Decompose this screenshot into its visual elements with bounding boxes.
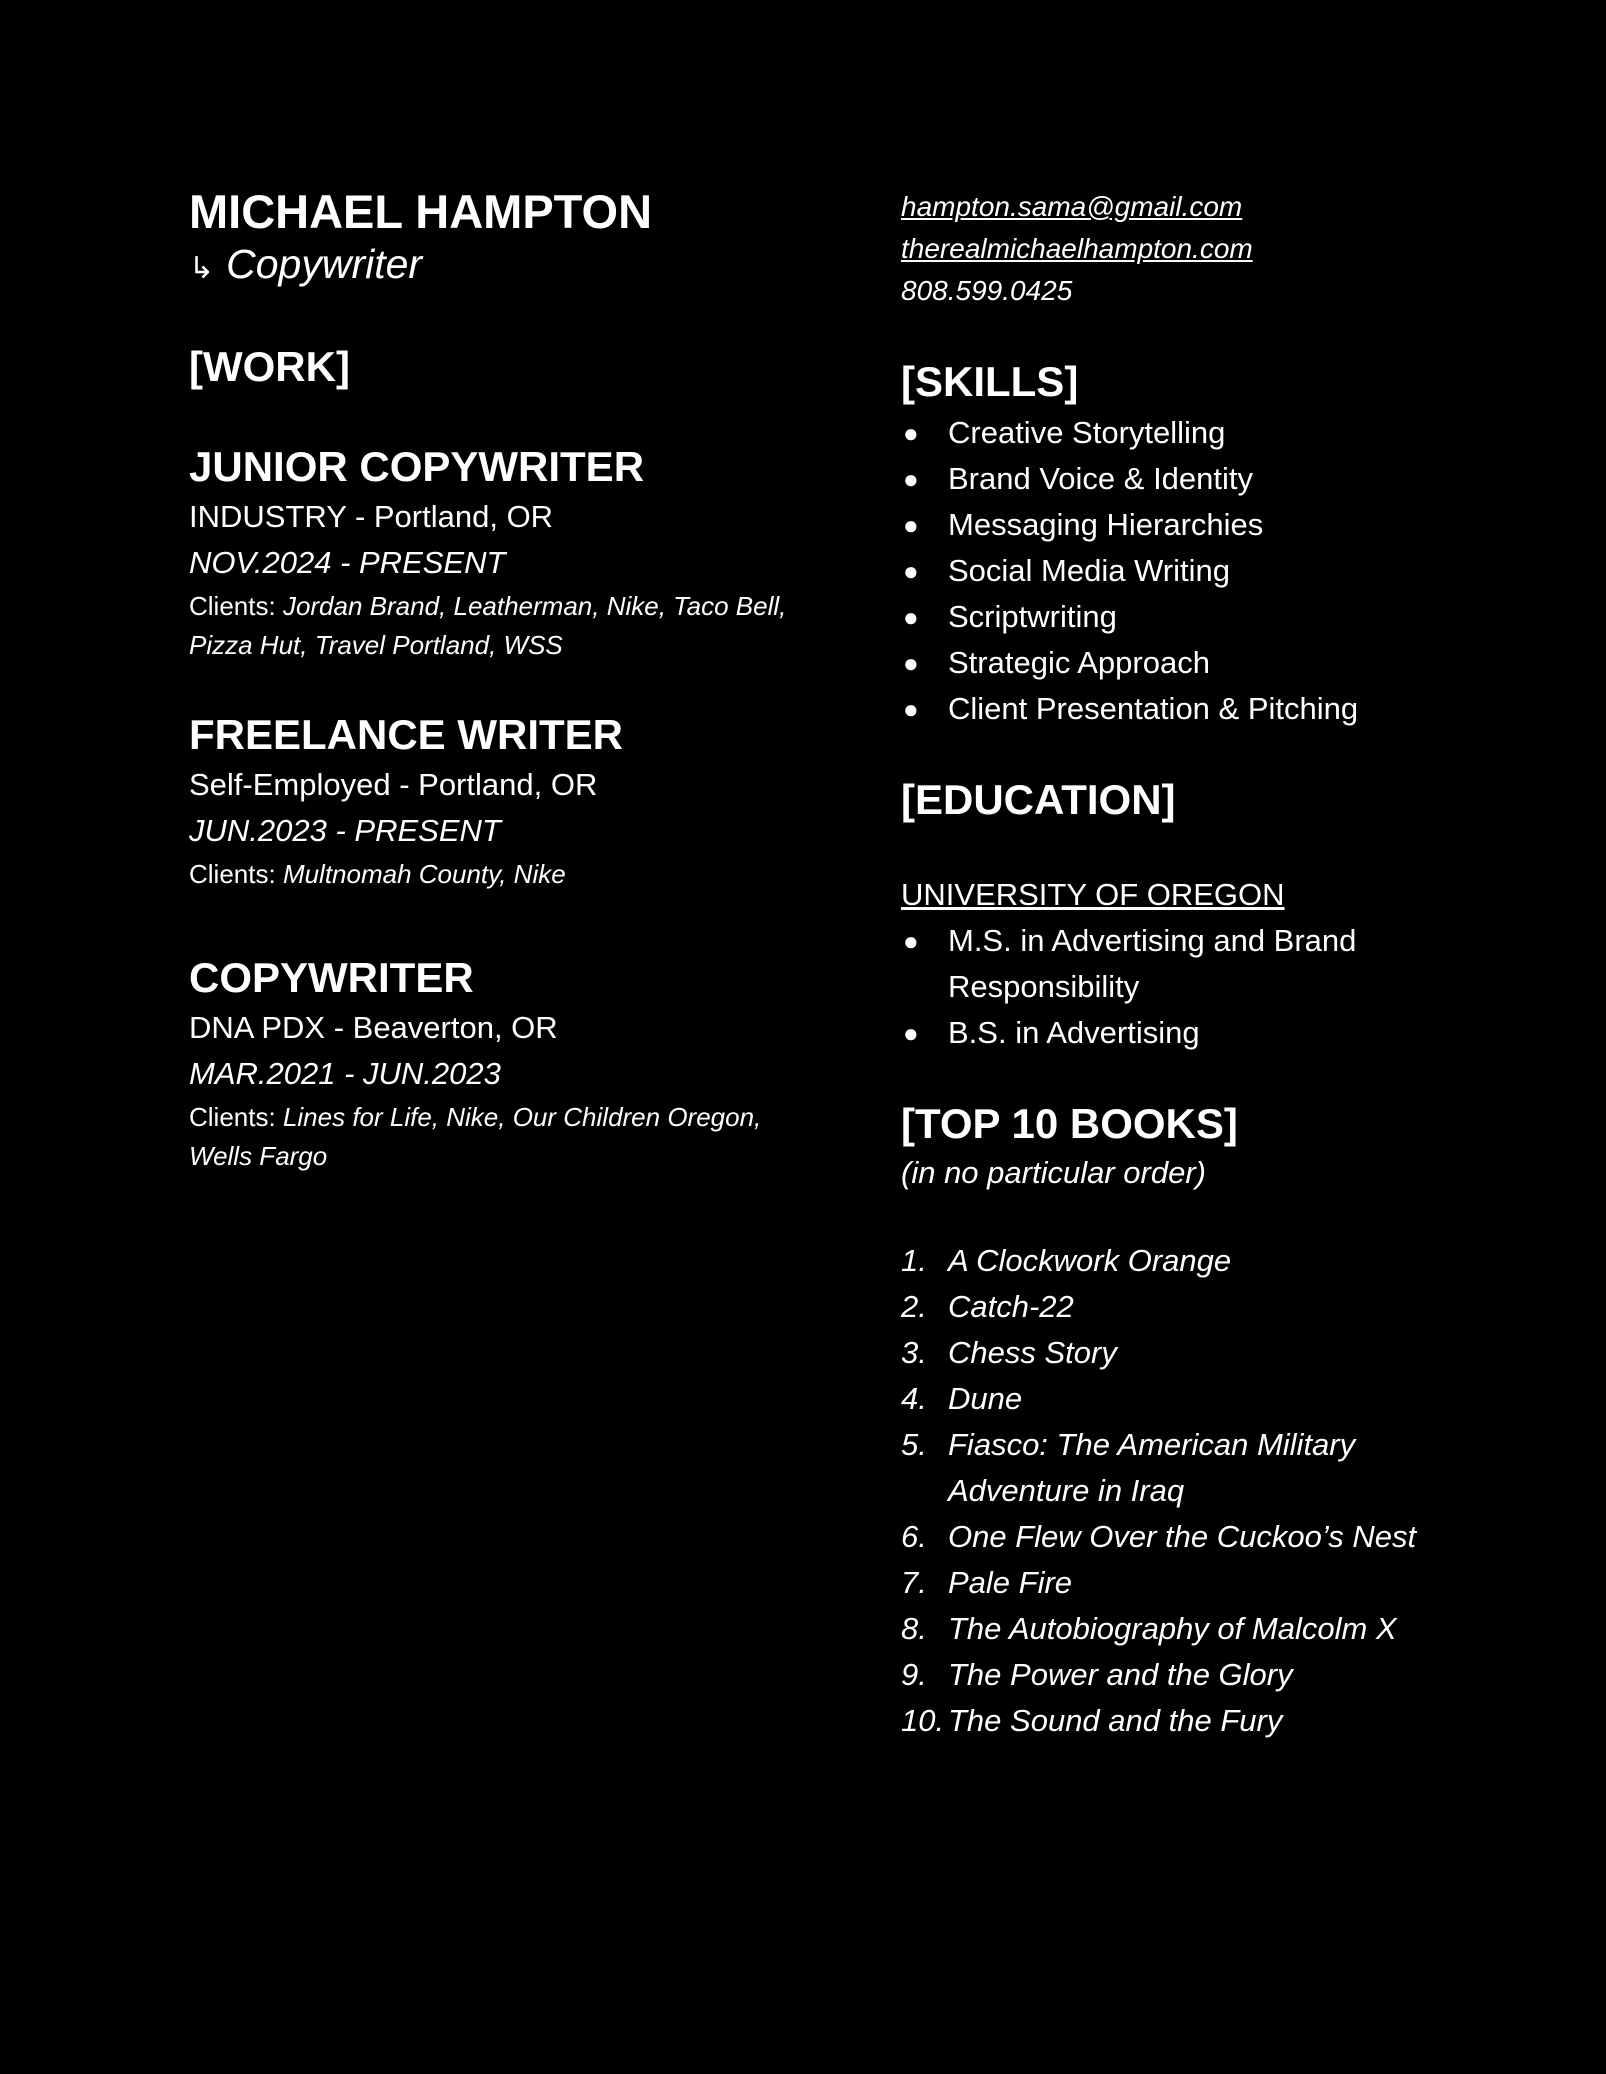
books-list <box>901 1238 1461 1744</box>
job-company: INDUSTRY - Portland, OR <box>189 499 554 534</box>
work-heading: [WORK] <box>189 343 350 390</box>
bullet-icon: ● <box>903 602 919 632</box>
job-entry <box>189 711 829 894</box>
clients-list: Multnomah County, Nike <box>282 859 566 889</box>
job-title: COPYWRITER <box>189 954 474 1001</box>
degree-list <box>901 918 1461 1056</box>
job-title: JUNIOR COPYWRITER <box>189 443 645 490</box>
book-item: 1. A Clockwork Orange <box>901 1243 1232 1278</box>
book-item: 2. Catch-22 <box>901 1289 1074 1324</box>
clients-label: Clients: <box>189 591 276 621</box>
book-item: 10. The Sound and the Fury <box>901 1703 1283 1738</box>
email-link[interactable]: hampton.sama@gmail.com <box>901 191 1243 222</box>
job-company: Self-Employed - Portland, OR <box>189 767 598 802</box>
role-title: Copywriter <box>226 241 423 287</box>
skill-item: ● Creative Storytelling <box>901 410 1461 456</box>
job-entry <box>189 954 829 1176</box>
bullet-icon: ● <box>903 418 919 448</box>
left-column <box>189 186 829 1176</box>
book-item: 7. Pale Fire <box>901 1565 1073 1600</box>
contact-block <box>901 186 1461 312</box>
job-dates: NOV.2024 - PRESENT <box>189 545 506 580</box>
clients-list: Lines for Life, Nike, Our Children Oregon, Wells Fargo <box>189 1102 762 1171</box>
job-clients <box>189 855 829 894</box>
job-entry <box>189 443 829 665</box>
job-clients <box>189 1098 829 1176</box>
book-item: 5. Fiasco: The American Military Adventure in Iraq <box>901 1427 1356 1508</box>
skill-item: ● Messaging Hierarchies <box>901 502 1461 548</box>
books-heading: [TOP 10 BOOKS] <box>901 1100 1238 1147</box>
education-heading: [EDUCATION] <box>901 776 1176 823</box>
skills-list <box>901 410 1461 732</box>
bullet-icon: ● <box>903 464 919 494</box>
skill-item: ● Brand Voice & Identity <box>901 456 1461 502</box>
skill-item: ● Client Presentation & Pitching <box>901 686 1461 732</box>
bullet-icon: ● <box>903 556 919 586</box>
bullet-icon: ● <box>903 648 919 678</box>
bullet-icon: ● <box>903 694 919 724</box>
job-clients <box>189 587 829 665</box>
right-column <box>901 186 1461 1744</box>
book-item: 8. The Autobiography of Malcolm X <box>901 1611 1397 1646</box>
bullet-icon: ● <box>903 510 919 540</box>
return-arrow-icon: ↳ <box>189 252 215 285</box>
clients-list: Jordan Brand, Leatherman, Nike, Taco Bell, Pizza Hut, Travel Portland, WSS <box>189 591 787 660</box>
job-company: DNA PDX - Beaverton, OR <box>189 1010 558 1045</box>
book-item: 9. The Power and the Glory <box>901 1657 1293 1692</box>
skills-heading: [SKILLS] <box>901 358 1079 405</box>
skill-item: ● Social Media Writing <box>901 548 1461 594</box>
books-note: (in no particular order) <box>901 1155 1206 1190</box>
book-item: 6. One Flew Over the Cuckoo’s Nest <box>901 1519 1417 1554</box>
website-link[interactable]: therealmichaelhampton.com <box>901 233 1253 264</box>
school-name: UNIVERSITY OF OREGON <box>901 877 1285 912</box>
job-title: FREELANCE WRITER <box>189 711 623 758</box>
degree-item: ● M.S. in Advertising and Brand Responsibility <box>901 918 1461 1010</box>
skill-item: ● Strategic Approach <box>901 640 1461 686</box>
degree-item: ● B.S. in Advertising <box>901 1010 1461 1056</box>
clients-label: Clients: <box>189 1102 276 1132</box>
book-item: 4. Dune <box>901 1381 1023 1416</box>
job-dates: MAR.2021 - JUN.2023 <box>189 1056 501 1091</box>
book-item: 3. Chess Story <box>901 1335 1117 1370</box>
bullet-icon: ● <box>903 1018 919 1048</box>
job-dates: JUN.2023 - PRESENT <box>189 813 501 848</box>
skill-item: ● Scriptwriting <box>901 594 1461 640</box>
bullet-icon: ● <box>903 926 919 956</box>
phone-number: 808.599.0425 <box>901 275 1073 306</box>
role-line <box>189 240 829 293</box>
candidate-name: MICHAEL HAMPTON <box>189 185 653 238</box>
clients-label: Clients: <box>189 859 276 889</box>
